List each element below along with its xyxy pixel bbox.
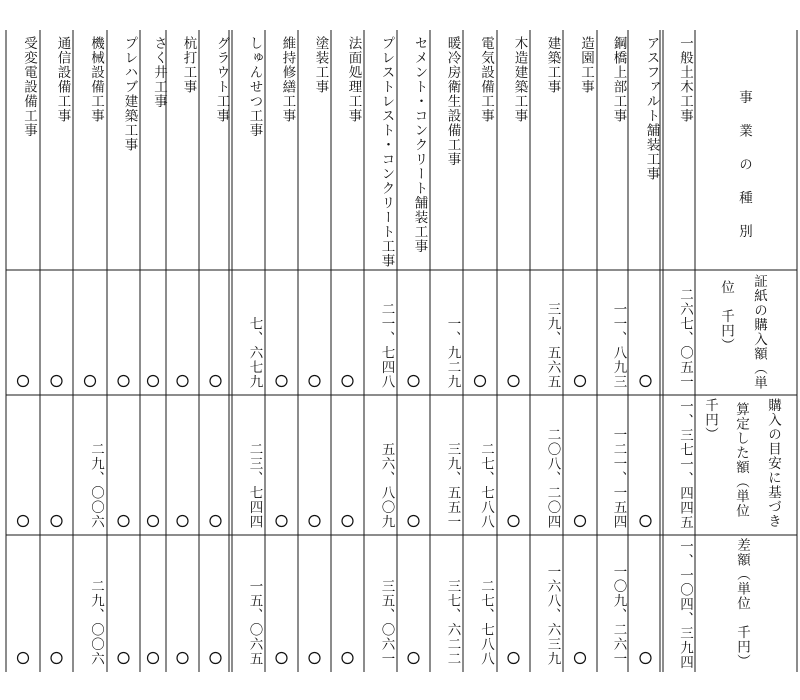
cell-diff-blank-mark: [177, 653, 188, 664]
cell-purchase-blank-mark: [408, 376, 419, 387]
cell-estimate-value: 二七、七八八: [478, 442, 494, 529]
cell-diff-blank-mark: [51, 653, 62, 664]
row-label: 受変電設備工事: [21, 36, 37, 138]
row-label: プレストレスト・コンクリート工事: [378, 36, 395, 268]
row-label: さく井工事: [151, 36, 167, 109]
cell-diff-blank-mark: [118, 653, 129, 664]
cell-purchase-value: 一一、八九三: [610, 302, 627, 389]
cell-estimate-value: 二〇八、二〇四: [544, 427, 561, 529]
cell-purchase-value: 三九、五六五: [544, 302, 561, 389]
cell-diff-blank-mark: [148, 653, 159, 664]
table-header: [702, 89, 782, 669]
row-label: アスファルト舗装工事: [643, 36, 660, 181]
cell-purchase-blank-mark: [210, 376, 221, 387]
cell-diff-blank-mark: [210, 653, 221, 664]
cell-purchase-blank-mark: [148, 376, 159, 387]
cell-diff-value: 二九、〇〇六: [88, 579, 104, 666]
header-title: 事業の種別: [736, 90, 752, 258]
row-label: 通信設備工事: [54, 36, 71, 123]
header-diff-line1: 差額（単位 千円）: [734, 538, 750, 669]
cell-purchase-blank-mark: [342, 376, 353, 387]
cell-diff-value: 三七、六二二: [444, 579, 461, 666]
row-label: 法面処理工事: [345, 36, 362, 123]
row-label: 塗装工事: [312, 36, 329, 94]
cell-purchase-blank-mark: [309, 376, 320, 387]
cell-purchase-blank-mark: [85, 376, 96, 387]
cell-estimate-blank-mark: [51, 516, 62, 527]
cell-purchase-blank-mark: [177, 376, 188, 387]
cell-diff-blank-mark: [575, 653, 586, 664]
cell-diff-blank-mark: [342, 653, 353, 664]
cell-purchase-blank-mark: [475, 376, 486, 387]
row-label: 電気設備工事: [478, 36, 494, 123]
cell-estimate-blank-mark: [640, 516, 651, 527]
cell-diff-blank-mark: [508, 653, 519, 664]
cell-estimate-value: 二九、〇〇六: [88, 442, 104, 529]
cell-diff-blank-mark: [640, 653, 651, 664]
cell-estimate-value: 一二一、一五四: [610, 427, 627, 529]
cell-estimate-blank-mark: [309, 516, 320, 527]
header-estimate-line3: 千円）: [702, 398, 718, 442]
cell-estimate-value: 一、三七一、四四五: [677, 399, 693, 530]
cell-diff-blank-mark: [408, 653, 419, 664]
cell-purchase-blank-mark: [276, 376, 287, 387]
cell-estimate-value: 三九、五五一: [444, 442, 461, 529]
header-estimate-line2: 算定した額（単位: [733, 402, 749, 518]
cell-purchase-blank-mark: [118, 376, 129, 387]
cell-estimate-blank-mark: [148, 516, 159, 527]
table-rows: [18, 35, 694, 670]
cell-estimate-blank-mark: [18, 516, 29, 527]
row-label: しゅんせつ工事: [246, 36, 263, 138]
row-label: 造園工事: [578, 36, 594, 94]
row-label: セメント・コンクリート舗装工事: [411, 36, 428, 254]
row-label: 鋼橋上部工事: [610, 36, 627, 123]
row-label: 機械設備工事: [88, 36, 104, 123]
cell-purchase-value: 二一、七四八: [378, 302, 395, 389]
cell-estimate-value: 五六、八〇九: [378, 442, 395, 529]
cell-diff-value: 一〇九、二六一: [610, 564, 627, 666]
cell-diff-value: 二七、七八八: [478, 579, 494, 666]
row-label: 維持修繕工事: [279, 36, 296, 123]
cell-diff-blank-mark: [276, 653, 287, 664]
cell-estimate-blank-mark: [276, 516, 287, 527]
header-purchase-line2: 位 千円）: [718, 280, 734, 353]
cell-diff-value: 一六八、六三九: [544, 564, 561, 666]
cell-estimate-blank-mark: [342, 516, 353, 527]
cell-purchase-blank-mark: [575, 376, 586, 387]
row-label: 一般土木工事: [677, 36, 693, 123]
header-estimate-line1: 購入の目安に基づき: [765, 398, 781, 529]
cell-diff-value: 一五、〇六五: [246, 579, 263, 666]
row-label: 杭打工事: [180, 36, 197, 94]
header-purchase-line1: 証紙の購入額（単: [751, 274, 767, 390]
row-label: 暖冷房衛生設備工事: [444, 36, 461, 167]
cell-purchase-value: 二六七、〇五一: [677, 287, 693, 389]
cell-purchase-blank-mark: [18, 376, 29, 387]
cell-diff-blank-mark: [18, 653, 29, 664]
cell-estimate-value: 二三、七四四: [246, 442, 263, 529]
cell-purchase-blank-mark: [51, 376, 62, 387]
cell-purchase-value: 一、九二九: [444, 316, 461, 389]
cell-purchase-blank-mark: [640, 376, 651, 387]
cell-diff-blank-mark: [309, 653, 320, 664]
cell-estimate-blank-mark: [177, 516, 188, 527]
cell-estimate-blank-mark: [210, 516, 221, 527]
cell-estimate-blank-mark: [508, 516, 519, 527]
row-label: 木造建築工事: [511, 36, 528, 123]
cell-diff-value: 三五、〇六一: [378, 579, 395, 666]
cell-purchase-blank-mark: [508, 376, 519, 387]
cell-estimate-blank-mark: [118, 516, 129, 527]
row-label: 建築工事: [544, 36, 561, 94]
row-label: グラウト工事: [213, 36, 230, 123]
cell-purchase-value: 七、六七九: [246, 316, 263, 389]
cell-estimate-blank-mark: [408, 516, 419, 527]
row-label: プレハブ建築工事: [121, 36, 138, 152]
cell-diff-value: 一、一〇四、三九四: [677, 539, 693, 670]
cell-estimate-blank-mark: [575, 516, 586, 527]
